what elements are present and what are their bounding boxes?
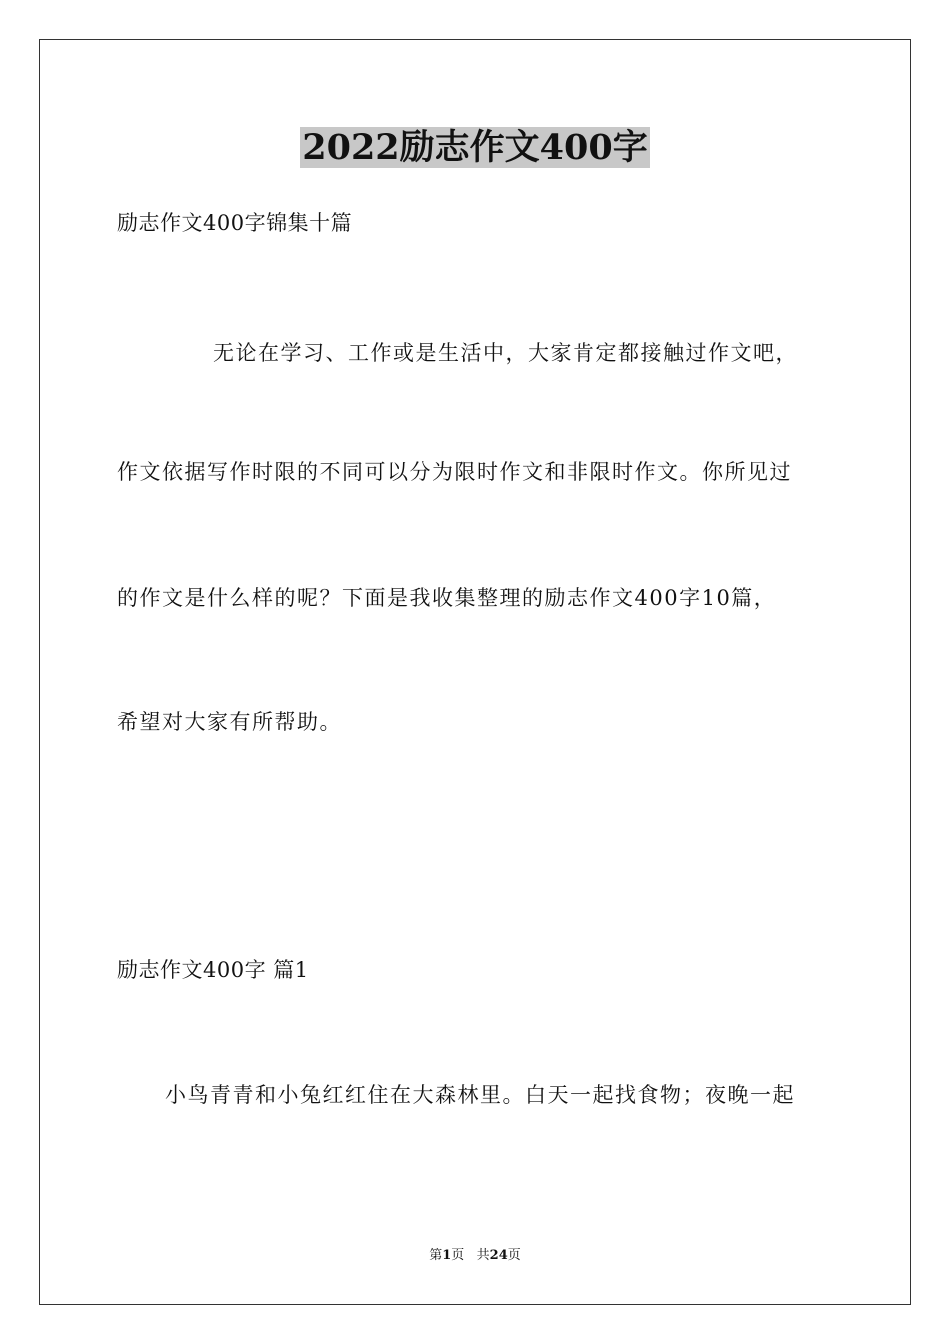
intro-line-3: 的作文是什么样的呢？下面是我收集整理的励志作文400字10篇， bbox=[117, 586, 777, 610]
footer-page-suffix: 页 bbox=[507, 1248, 521, 1263]
section-heading: 励志作文400字 篇1 bbox=[117, 958, 309, 982]
document-title-text: 2022励志作文400字 bbox=[302, 127, 648, 168]
page-footer bbox=[0, 1247, 950, 1265]
footer-page-number: 1 bbox=[442, 1248, 452, 1263]
document-title bbox=[0, 126, 950, 170]
footer-page-prefix: 第 bbox=[429, 1248, 443, 1263]
section-line-1: 小鸟青青和小兔红红住在大森林里。白天一起找食物；夜晚一起 bbox=[165, 1083, 795, 1107]
footer-total-pages: 24 bbox=[489, 1248, 508, 1263]
intro-line-1: 无论在学习、工作或是生活中，大家肯定都接触过作文吧， bbox=[213, 341, 798, 365]
document-subtitle: 励志作文400字锦集十篇 bbox=[117, 211, 353, 235]
intro-line-2: 作文依据写作时限的不同可以分为限时作文和非限时作文。你所见过 bbox=[117, 460, 792, 484]
footer-page-mid: 页 共 bbox=[451, 1248, 490, 1263]
intro-line-4: 希望对大家有所帮助。 bbox=[117, 710, 342, 734]
